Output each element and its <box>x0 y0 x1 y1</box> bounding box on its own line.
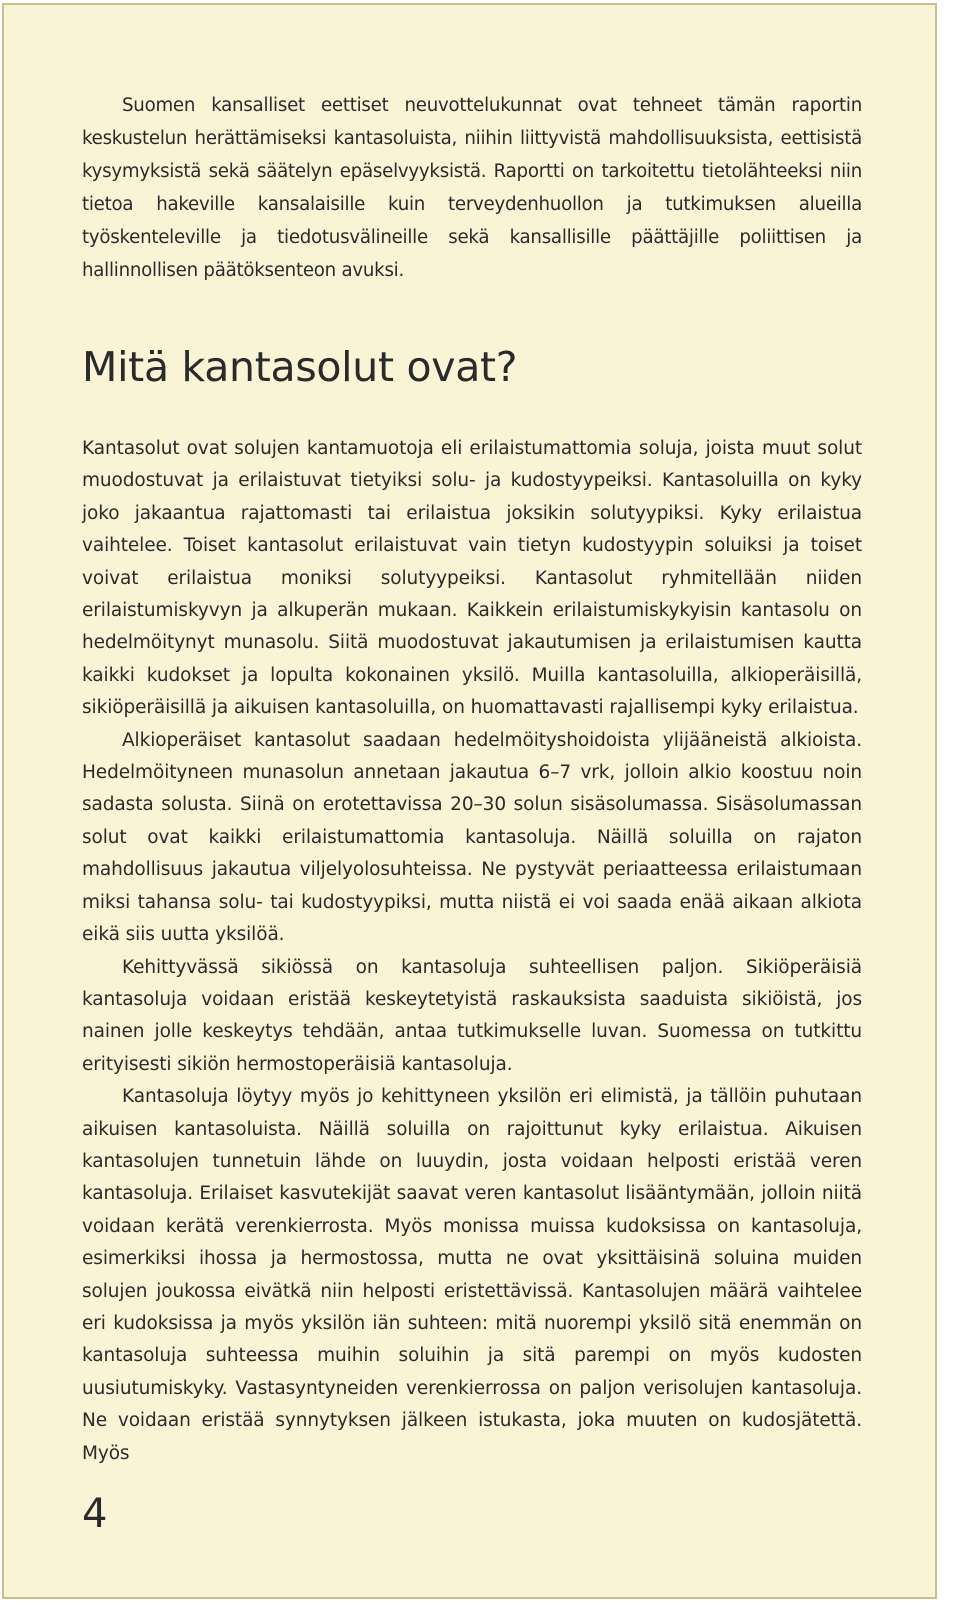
paragraph-fetal: Kehittyvässä sikiössä on kantasoluja suhteellisen paljon. Sikiöperäisiä kantasoluja voidaan eristää keskeytetyistä raskauksista saaduista sikiöistä, jos nainen jolle keskeytys tehdään, antaa tutkimukselle luvan. Suomessa on tutkittu erityisesti sikiön hermostoperäisiä kantasoluja. <box>82 956 862 1075</box>
document-page <box>2 3 937 1599</box>
section-heading: Mitä kantasolut ovat? <box>82 343 518 391</box>
paragraph-embryonic: Alkioperäiset kantasolut saadaan hedelmöityshoidoista ylijääneistä alkioista. Hedelmöityneen munasolun annetaan jakautua 6–7 vrk, jolloin alkio koostuu noin sadasta solusta. Siinä on erotettavissa 20–30 solun sisäsolumassa. Sisäsolumassan solut ovat kaikki erilaistumattomia kantasoluja. Näillä soluilla on rajaton mahdollisuus jakautua viljelyolosuhteissa. Ne pystyvät periaatteessa erilaistumaan miksi tahansa solu- tai kudostyypiksi, mutta niistä ei voi saada enää aikaan alkiota eikä siis uutta yksilöä. <box>82 729 862 946</box>
paragraph-adult: Kantasoluja löytyy myös jo kehittyneen yksilön eri elimistä, ja tällöin puhutaan aikuisen kantasoluista. Näillä soluilla on rajoittunut kyky erilaistua. Aikuisen kantasolujen tunnetuin lähde on luuydin, josta voidaan helposti eristää veren kantasoluja. Erilaiset kasvutekijät saavat veren kantasolut lisääntymään, jolloin niitä voidaan kerätä verenkierrosta. Myös monissa muissa kudoksissa on kantasoluja, esimerkiksi ihossa ja hermostossa, mutta ne ovat yksittäisinä soluina muiden solujen joukossa eivätkä niin helposti eristettävissä. Kantasolujen määrä vaihtelee eri kudoksissa ja myös yksilön iän suhteen: mitä nuorempi yksilö sitä enemmän on kantasoluja suhteessa muihin soluihin ja sitä parempi on myös kudosten uusiutumiskyky. Vastasyntyneiden verenkierrossa on paljon verisolujen kantasoluja. Ne voidaan eristää synnytyksen jälkeen istukasta, joka muuten on kudosjätettä. Myös <box>82 1086 862 1464</box>
paragraph-definition: Kantasolut ovat solujen kantamuotoja eli erilaistumattomia soluja, joista muut solut muodostuvat ja erilaistuvat tietyiksi solu- ja kudostyypeiksi. Kantasoluilla on kyky joko jakaantua rajattomasti tai erilaistua joksikin solutyypiksi. Kyky erilaistua vaihtelee. Toiset kantasolut erilaistuvat vain tietyn kudostyypin soluiksi ja toiset voivat erilaistua moniksi solutyypeiksi. Kantasolut ryhmitellään niiden erilaistumiskyvyn ja alkuperän mukaan. Kaikkein erilaistumiskykyisin kantasolu on hedelmöitynyt munasolu. Siitä muodostuvat jakautumisen ja erilaistumisen kautta kaikki kudokset ja lopulta kokonainen yksilö. Muilla kantasoluilla, alkioperäisillä, sikiöperäisillä ja aikuisen kantasoluilla, on huomattavasti rajallisempi kyky erilaistua. <box>82 438 862 719</box>
page-number: 4 <box>82 1491 108 1537</box>
intro-paragraph: Suomen kansalliset eettiset neuvottelukunnat ovat tehneet tämän raportin keskustelun herättämiseksi kantasoluista, niihin liittyvistä mahdollisuuksista, eettisistä kysymyksistä sekä säätelyn epäselvyyksistä. Raportti on tarkoitettu tietolähteeksi niin tietoa hakeville kansalaisille kuin terveydenhuollon ja tutkimuksen alueilla työskenteleville ja tiedotusvälineille sekä kansallisille päättäjille poliittisen ja hallinnollisen päätöksenteon avuksi. <box>82 95 862 281</box>
section-body <box>82 433 862 1470</box>
